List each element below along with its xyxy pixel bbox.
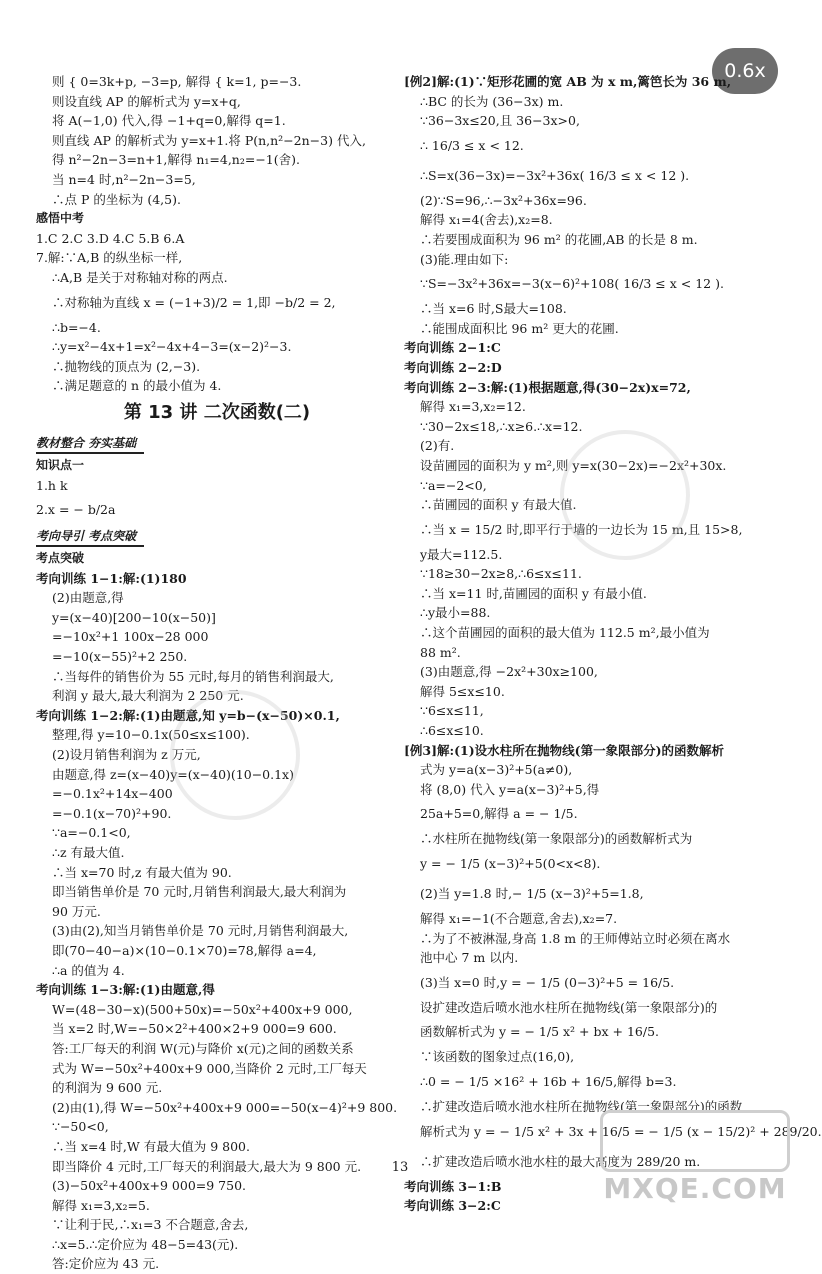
text-line: 式为 y=a(x−3)²+5(a≠0),: [420, 762, 573, 778]
text-line: 当 n=4 时,n²−2n−3=5,: [52, 171, 196, 187]
text-line: ∴当 x=6 时,S最大=108.: [420, 301, 567, 317]
text-line: ∴扩建改造后喷水池水柱所在抛物线(第一象限部分)的函数: [420, 1098, 743, 1114]
text-line: ∵36−3x≤20,且 36−3x>0,: [420, 113, 580, 129]
text-line: 整理,得 y=10−0.1x(50≤x≤100).: [52, 727, 250, 743]
text-line: 答:定价应为 43 元.: [52, 1256, 160, 1272]
text-line: ∴ 16/3 ≤ x < 12.: [420, 137, 524, 153]
text-line: W=(48−30−x)(500+50x)=−50x²+400x+9 000,: [52, 1001, 353, 1017]
text-line: ∵让利于民,∴x₁=3 不合题意,舍去,: [52, 1217, 249, 1233]
lesson-title: 第 13 讲 二次函数(二): [123, 401, 311, 423]
subsection-heading: 考点突破: [36, 551, 85, 566]
text-line: 将 (8,0) 代入 y=a(x−3)²+5,得: [420, 781, 600, 797]
text-line: ∴水柱所在抛物线(第一象限部分)的函数解析式为: [420, 831, 693, 847]
text-line: (3)−50x²+400x+9 000=9 750.: [52, 1178, 247, 1194]
text-line: 25a+5=0,解得 a = − 1/5.: [420, 806, 578, 822]
answer-line: 1.C 2.C 3.D 4.C 5.B 6.A: [36, 230, 185, 246]
text-line: 90 万元.: [52, 903, 101, 919]
text-line: ∴b=−4.: [52, 319, 101, 335]
text-line: 解得 x₁=3,x₂=5.: [52, 1197, 150, 1213]
text-line: (2)有.: [420, 438, 455, 454]
text-line: 将 A(−1,0) 代入,得 −1+q=0,解得 q=1.: [52, 113, 286, 129]
text-line: ∴y=x²−4x+1=x²−4x+4−3=(x−2)²−3.: [52, 339, 292, 355]
text-line: ∴0 = − 1/5 ×16² + 16b + 16/5,解得 b=3.: [420, 1073, 677, 1089]
text-line: ∴x=5.∴定价应为 48−5=43(元).: [52, 1236, 239, 1252]
text-line: ∴能围成面积比 96 m² 更大的花圃.: [420, 320, 619, 336]
text-line: =−0.1x²+14x−400: [52, 786, 173, 802]
text-line: ∵18≥30−2x≥8,∴6≤x≤11.: [420, 566, 582, 582]
text-line: 则直线 AP 的解析式为 y=x+1.将 P(n,n²−2n−3) 代入,: [52, 132, 366, 148]
watermark-stamp: [170, 690, 300, 820]
text-line: (3)由(2),知当月销售单价是 70 元时,月销售利润最大,: [52, 923, 349, 939]
left-column: [36, 72, 398, 1274]
text-line: 解得 x₁=4(舍去),x₂=8.: [420, 212, 553, 228]
example-heading: [例2]解:(1)∵矩形花圃的宽 AB 为 x m,篱笆长为 36 m,: [404, 74, 732, 89]
text-line: ∴若要围成面积为 96 m² 的花圃,AB 的长是 8 m.: [420, 231, 698, 247]
text-line: =−10x²+1 100x−28 000: [52, 629, 209, 645]
text-line: ∵该函数的图象过点(16,0),: [420, 1049, 575, 1065]
exercise-heading: 考向训练 1−2:解:(1)由题意,知 y=b−(x−50)×0.1,: [36, 707, 340, 723]
text-line: 2.x = − b/2a: [36, 502, 116, 518]
text-line: ∴苗圃园的面积 y 有最大值.: [420, 497, 577, 513]
knowledge-heading: 知识点一: [36, 457, 85, 472]
text-line: (2)由(1),得 W=−50x²+400x+9 000=−50(x−4)²+9 800.: [52, 1099, 398, 1115]
text-line: (2)由题意,得: [52, 590, 124, 606]
text-line: 设苗圃园的面积为 y m²,则 y=x(30−2x)=−2x²+30x.: [420, 457, 727, 473]
exercise-answer: 考向训练 2−1:C: [404, 340, 501, 356]
text-line: 函数解析式为 y = − 1/5 x² + bx + 16/5.: [420, 1024, 659, 1040]
text-line: ∴满足题意的 n 的最小值为 4.: [52, 378, 222, 394]
text-line: ∴点 P 的坐标为 (4,5).: [52, 191, 181, 207]
exercise-heading: 考向训练 1−1:解:(1)180: [36, 570, 187, 586]
text-line: 的利润为 9 600 元.: [52, 1080, 163, 1096]
text-line: ∴a 的值为 4.: [52, 962, 125, 978]
site-watermark: [600, 1110, 790, 1205]
playback-speed-badge[interactable]: 0.6x: [712, 48, 778, 94]
text-line: ∴y最小=88.: [420, 605, 491, 621]
text-line: (2)∵S=96,∴−3x²+36x=96.: [420, 192, 587, 208]
text-line: 设扩建改造后喷水池水柱所在抛物线(第一象限部分)的: [420, 999, 718, 1015]
text-line: (3)能.理由如下:: [420, 251, 509, 267]
text-line: =−10(x−55)²+2 250.: [52, 649, 188, 665]
text-line: ∴为了不被淋湿,身高 1.8 m 的王师傅站立时必须在离水: [420, 930, 731, 946]
watermark-url: MXQE.COM: [603, 1172, 787, 1205]
text-line: 当 x=2 时,W=−50×2²+400×2+9 000=9 600.: [52, 1021, 337, 1037]
exercise-answer: 考向训练 3−2:C: [404, 1198, 501, 1214]
text-line: ∴当 x=11 时,苗圃园的面积 y 有最小值.: [420, 585, 647, 601]
text-line: ∵S=−3x²+36x=−3(x−6)²+108( 16/3 ≤ x < 12 ).: [420, 276, 724, 292]
text-line: 7.解:∵A,B 的纵坐标一样,: [36, 250, 183, 266]
text-line: ∴抛物线的顶点为 (2,−3).: [52, 358, 201, 374]
text-line: 解得 x₁=−1(不合题意,舍去),x₂=7.: [420, 911, 618, 926]
text-line: ∴6≤x≤10.: [420, 723, 484, 739]
text-line: 解析式为 y = − 1/5 x² + 3x + 16/5 = − 1/5 (x − 15/2)² + 289/20.: [420, 1123, 822, 1139]
text-line: ∴扩建改造后喷水池水柱的最大高度为 289/20 m.: [420, 1153, 701, 1169]
text-line: ∴A,B 是关于对称轴对称的两点.: [52, 269, 228, 285]
text-line: 解得 5≤x≤10.: [420, 683, 505, 699]
text-line: 解得 x₁=3,x₂=12.: [420, 399, 526, 415]
page-number: 13: [391, 1160, 409, 1175]
text-line: ∴当 x=4 时,W 有最大值为 9 800.: [52, 1138, 250, 1154]
example-heading: [例3]解:(1)设水柱所在抛物线(第一象限部分)的函数解析: [404, 742, 724, 758]
text-line: 即(70−40−a)×(10−0.1×70)=78,解得 a=4,: [52, 942, 317, 958]
section-heading: 感悟中考: [36, 211, 85, 226]
text-line: 即当降价 4 元时,工厂每天的利润最大,最大为 9 800 元.: [52, 1158, 362, 1174]
text-line: (3)由题意,得 −2x²+30x≥100,: [420, 664, 598, 680]
text-line: 即当销售单价是 70 元时,月销售利润最大,最大利润为: [52, 884, 347, 900]
exercise-heading: 考向训练 2−3:解:(1)根据题意,得(30−2x)x=72,: [404, 379, 691, 395]
text-line: ∵a=−0.1<0,: [52, 825, 131, 841]
text-line: ∴对称轴为直线 x = (−1+3)/2 = 1,即 −b/2 = 2,: [52, 294, 336, 310]
text-line: 式为 W=−50x²+400x+9 000,当降价 2 元时,工厂每天: [52, 1060, 367, 1076]
watermark-stamp: [560, 430, 690, 560]
text-line: 1.h k: [36, 477, 68, 493]
text-line: ∴当 x = 15/2 时,即平行于墙的一边长为 15 m,且 15>8,: [420, 521, 743, 537]
text-line: y最大=112.5.: [420, 546, 503, 562]
text-line: ∴当每件的销售价为 55 元时,每月的销售利润最大,: [52, 668, 334, 684]
text-line: ∵30−2x≤18,∴x≥6.∴x=12.: [420, 418, 583, 434]
text-line: 池中心 7 m 以内.: [420, 950, 519, 966]
text-line: y=(x−40)[200−10(x−50)]: [52, 609, 216, 625]
text-line: ∵6≤x≤11,: [420, 703, 484, 719]
text-line: y = − 1/5 (x−3)²+5(0<x<8).: [420, 856, 601, 871]
exercise-answer: 考向训练 2−2:D: [404, 359, 502, 375]
text-line: (2)当 y=1.8 时,− 1/5 (x−3)²+5=1.8,: [420, 886, 644, 901]
section-banner: 教材整合 夯实基础: [36, 434, 144, 454]
text-line: (3)当 x=0 时,y = − 1/5 (0−3)²+5 = 16/5.: [420, 974, 675, 990]
watermark-logo-icon: [600, 1110, 790, 1172]
text-line: 则 { 0=3k+p, −3=p, 解得 { k=1, p=−3.: [52, 74, 302, 89]
text-line: 则设直线 AP 的解析式为 y=x+q,: [52, 93, 241, 109]
text-line: ∴z 有最大值.: [52, 845, 125, 860]
section-banner: 考向导引 考点突破: [36, 527, 144, 547]
text-line: ∴当 x=70 时,z 有最大值为 90.: [52, 864, 232, 880]
text-line: ∴S=x(36−3x)=−3x²+36x( 16/3 ≤ x < 12 ).: [420, 167, 690, 183]
right-column: [404, 72, 822, 1216]
text-line: 答:工厂每天的利润 W(元)与降价 x(元)之间的函数关系: [52, 1040, 354, 1056]
text-line: ∴这个苗圃园的面积的最大值为 112.5 m²,最小值为: [420, 625, 710, 641]
text-line: ∵−50<0,: [52, 1119, 109, 1135]
text-line: ∵a=−2<0,: [420, 477, 487, 493]
text-line: 利润 y 最大,最大利润为 2 250 元.: [52, 688, 244, 704]
text-line: 88 m².: [420, 644, 461, 660]
text-line: ∴BC 的长为 (36−3x) m.: [420, 93, 564, 109]
text-line: =−0.1(x−70)²+90.: [52, 805, 172, 821]
text-line: (2)设月销售利润为 z 万元,: [52, 747, 201, 763]
exercise-answer: 考向训练 3−1:B: [404, 1178, 502, 1194]
text-line: 得 n²−2n−3=n+1,解得 n₁=4,n₂=−1(舍).: [52, 152, 300, 168]
exercise-heading: 考向训练 1−3:解:(1)由题意,得: [36, 982, 215, 998]
text-line: 由题意,得 z=(x−40)y=(x−40)(10−0.1x): [52, 766, 294, 782]
